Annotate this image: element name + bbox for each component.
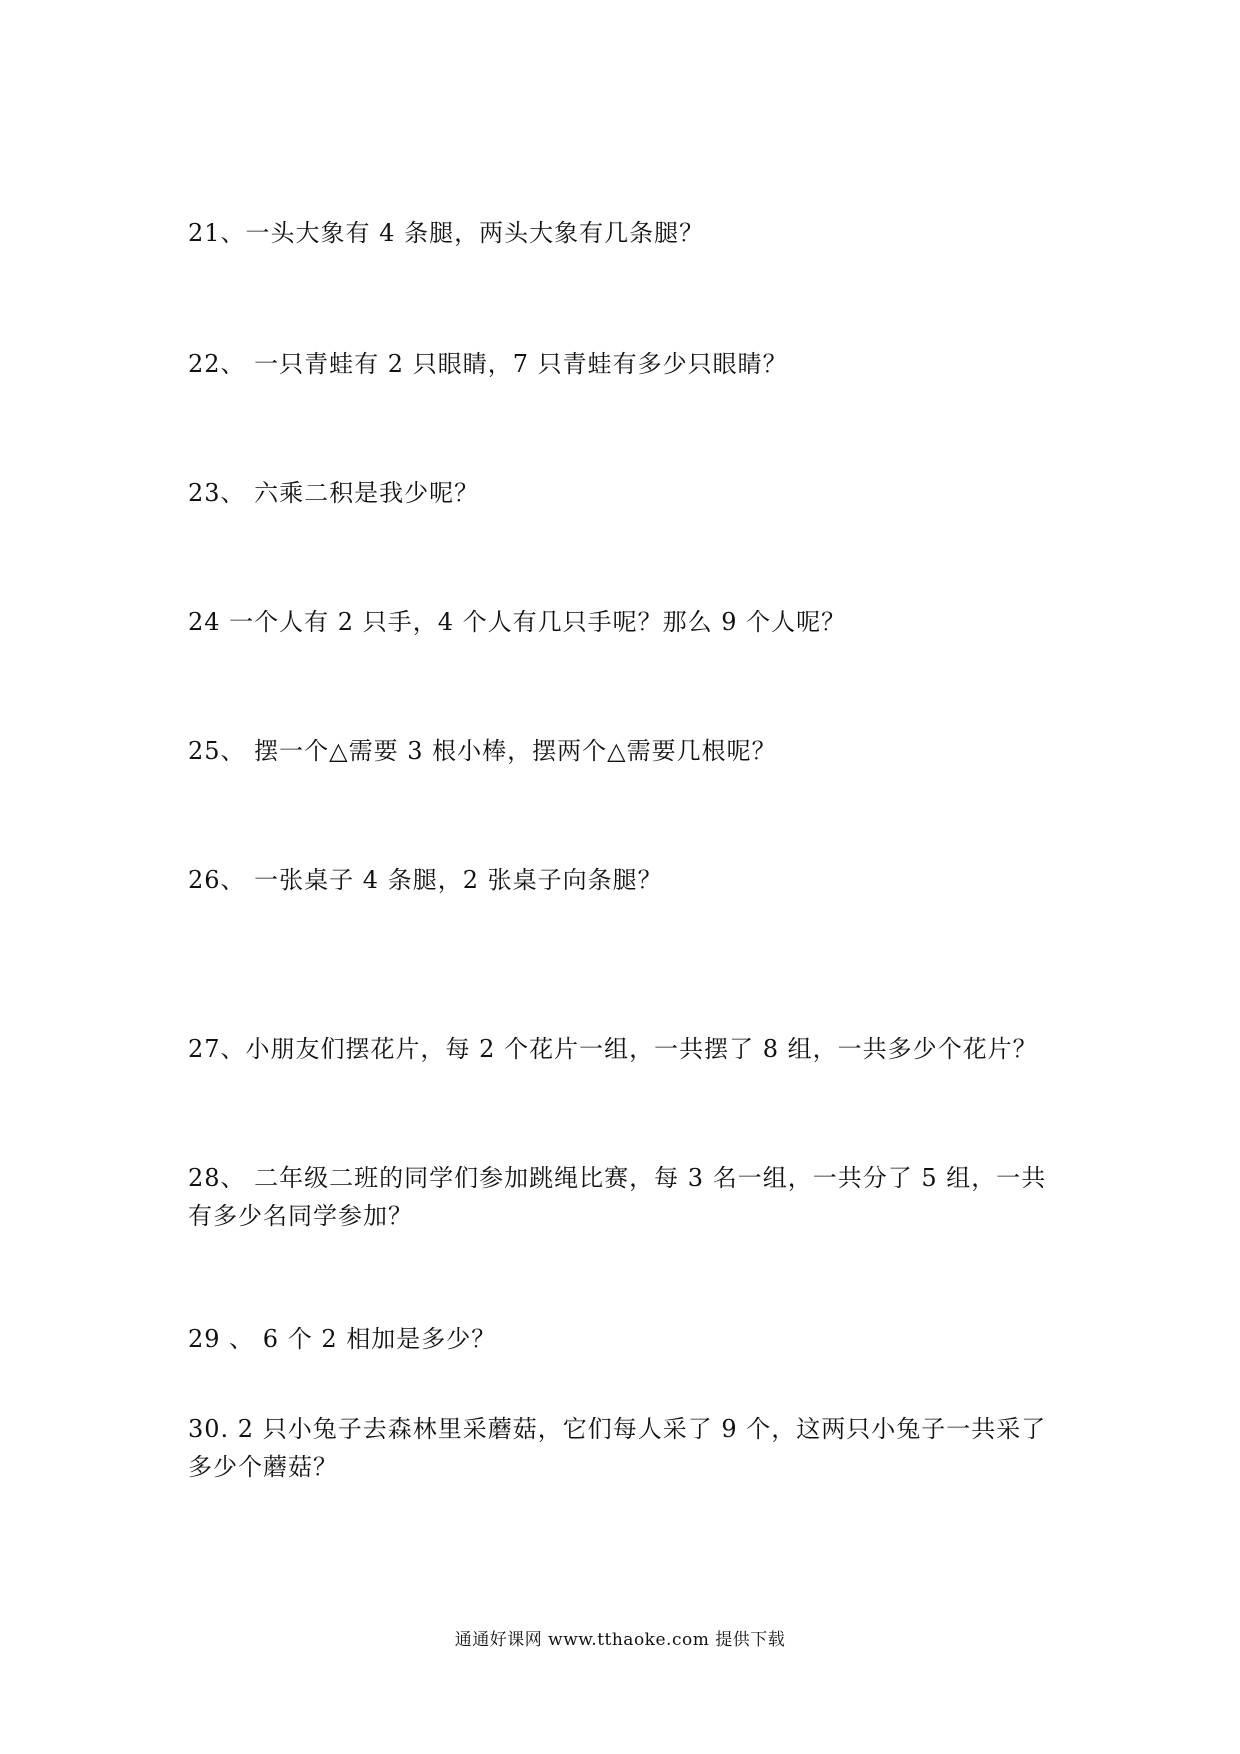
question-26: 26、 一张桌子 4 条腿，2 张桌子向条腿？ <box>188 866 663 894</box>
question-21: 21、一头大象有 4 条腿，两头大象有几条腿？ <box>188 219 705 247</box>
question-22: 22、 一只青蛙有 2 只眼睛，7 只青蛙有多少只眼睛？ <box>188 350 788 378</box>
footer-credit: 通通好课网 www.tthaoke.com 提供下载 <box>454 1630 786 1650</box>
question-29: 29 、 6 个 2 相加是多少？ <box>188 1325 497 1353</box>
question-25: 25、 摆一个△需要 3 根小棒，摆两个△需要几根呢？ <box>188 737 777 765</box>
question-27: 27、小朋友们摆花片，每 2 个花片一组，一共摆了 8 组，一共多少个花片？ <box>188 1035 1038 1063</box>
question-30: 30. 2 只小兔子去森林里采蘑菇，它们每人采了 9 个，这两只小兔子一共采了多少个蘑菇？ <box>188 1415 1047 1481</box>
question-24: 24 一个人有 2 只手，4 个人有几只手呢？那么 9 个人呢？ <box>188 608 847 636</box>
question-28: 28、 二年级二班的同学们参加跳绳比赛，每 3 名一组，一共分了 5 组，一共有多少名同学参加？ <box>188 1164 1047 1230</box>
question-23: 23、 六乘二积是我少呢？ <box>188 479 480 507</box>
